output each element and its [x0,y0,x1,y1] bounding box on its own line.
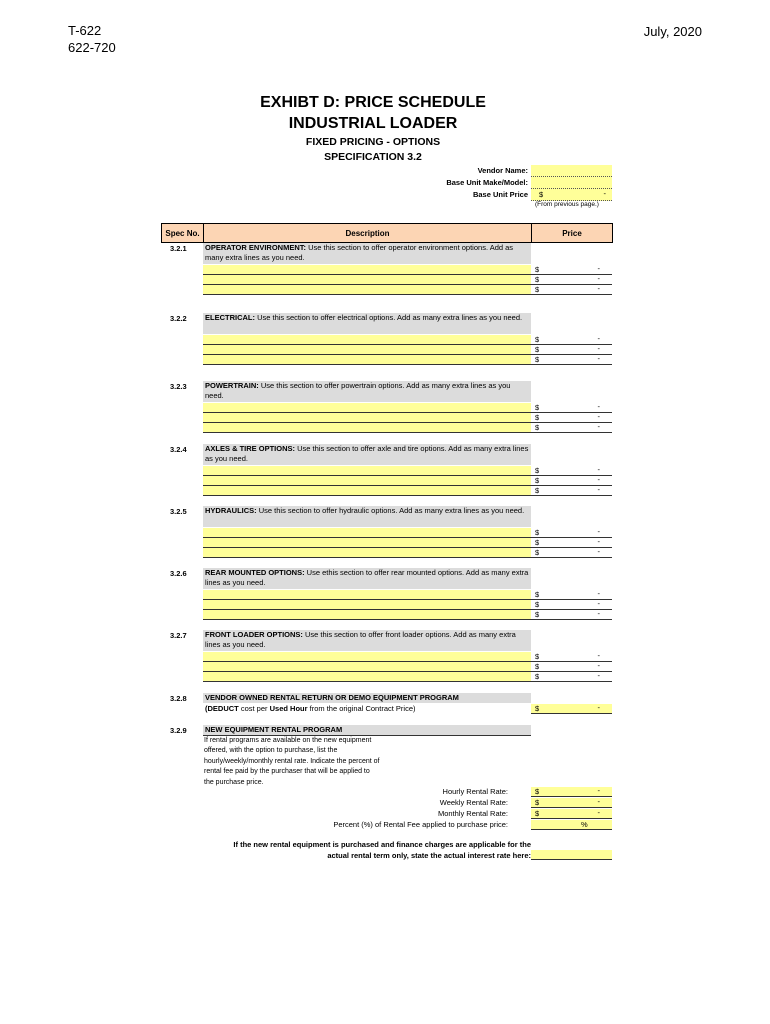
option-entry-field[interactable] [203,335,531,345]
price-cell[interactable]: $ - [531,548,612,558]
price-cell[interactable]: $ - [531,285,612,295]
percent-symbol: % [581,820,588,829]
price-value: - [603,189,606,198]
specification-number: SPECIFICATION 3.2 [324,151,422,163]
price-cell[interactable]: $ - [531,704,612,714]
section-number: 3.2.5 [170,507,187,516]
option-entry-field[interactable] [203,423,531,433]
price-cell[interactable]: $ - [531,590,612,600]
option-entry-field[interactable] [203,476,531,486]
option-entry-field[interactable] [203,466,531,476]
section-number: 3.2.7 [170,631,187,640]
base-unit-price-row [360,189,612,200]
option-entry-field[interactable] [203,600,531,610]
section-description: ELECTRICAL: Use this section to offer electrical options. Add as many extra lines as you need. [203,313,531,334]
price-cell[interactable]: $ - [531,662,612,672]
price-cell[interactable]: $ - [531,466,612,476]
option-entry-field[interactable] [203,590,531,600]
document-codes [68,22,116,56]
rental-instructions: If rental programs are available on the new equipment offered, with the option to purchase, list the hourly/weekly/monthly rental rate. Indicate the percent of rental fee paid by the purchaser that will be applied to the purchase price. [204,737,380,786]
price-cell[interactable]: $ - [531,265,612,275]
section-number: 3.2.9 [170,726,187,735]
base-unit-price-label: Base Unit Price [472,190,528,199]
page-subtitle: INDUSTRIAL LOADER [288,115,458,132]
from-previous-note: (From previous page.) [535,201,599,208]
base-unit-model-row [360,177,612,188]
option-entry-field[interactable] [203,652,531,662]
price-header: Price [531,223,613,243]
section-description: REAR MOUNTED OPTIONS: Use ethis section to offer rear mounted options. Add as many extra lines as you need. [203,568,531,589]
price-cell[interactable]: $ - [531,528,612,538]
finance-note-line2: actual rental term only, state the actual interest rate here: [327,851,531,860]
price-cell[interactable]: $ - [531,403,612,413]
price-cell[interactable]: $ - [531,413,612,423]
option-entry-field[interactable] [203,275,531,285]
price-cell[interactable]: $ - [531,610,612,620]
section-number: 3.2.3 [170,382,187,391]
price-cell[interactable]: $ - [531,355,612,365]
interest-rate-field[interactable] [531,850,612,860]
section-description: POWERTRAIN: Use this section to offer powertrain options. Add as many extra lines as you need. [203,381,531,402]
section-number: 3.2.6 [170,569,187,578]
option-entry-field[interactable] [203,285,531,295]
vendor-name-row [360,165,612,176]
option-entry-field[interactable] [203,662,531,672]
currency-symbol: $ [539,190,544,199]
form-code: T-622 [68,23,102,38]
base-unit-model-field[interactable] [531,177,612,189]
description-header: Description [203,223,532,243]
vendor-name-field[interactable] [531,165,612,177]
page-title: EXHIBT D: PRICE SCHEDULE [260,94,486,111]
option-entry-field[interactable] [203,265,531,275]
price-cell[interactable]: $ - [531,476,612,486]
section-number: 3.2.2 [170,314,187,323]
price-cell[interactable]: $ - [531,275,612,285]
hourly-rate-label: Hourly Rental Rate: [442,787,508,796]
vendor-name-label: Vendor Name: [477,166,528,175]
section-description: FRONT LOADER OPTIONS: Use this section to offer front loader options. Add as many extra lines as you need. [203,630,531,651]
section-description: OPERATOR ENVIRONMENT: Use this section to offer operator environment options. Add as many extra lines as you need. [203,243,531,264]
finance-note-line1: If the new rental equipment is purchased and finance charges are applicable for the [233,840,531,849]
section-title: NEW EQUIPMENT RENTAL PROGRAM [205,725,343,734]
option-entry-field[interactable] [203,548,531,558]
option-entry-field[interactable] [203,345,531,355]
monthly-rate-field[interactable]: $ - [531,809,612,819]
option-entry-field[interactable] [203,355,531,365]
document-date: July, 2020 [643,24,702,39]
option-entry-field[interactable] [203,403,531,413]
spec-no-header: Spec No. [161,223,204,243]
weekly-rate-label: Weekly Rental Rate: [439,798,508,807]
option-entry-field[interactable] [203,610,531,620]
price-cell[interactable]: $ - [531,600,612,610]
price-cell[interactable]: $ - [531,335,612,345]
section-description: HYDRAULICS: Use this section to offer hydraulic options. Add as many extra lines as you need. [203,506,531,527]
section-title: VENDOR OWNED RENTAL RETURN OR DEMO EQUIPMENT PROGRAM [203,693,531,703]
price-cell[interactable]: $ - [531,486,612,496]
price-cell[interactable]: $ - [531,345,612,355]
bid-number: 622-720 [68,40,116,55]
price-cell[interactable]: $ - [531,652,612,662]
percent-label: Percent (%) of Rental Fee applied to purchase price: [333,820,508,829]
base-unit-model-label: Base Unit Make/Model: [446,178,528,187]
price-cell[interactable]: $ - [531,538,612,548]
percent-field[interactable] [531,820,612,830]
section-description: AXLES & TIRE OPTIONS: Use this section to offer axle and tire options. Add as many extra lines as you need. [203,444,531,465]
price-cell[interactable]: $ - [531,423,612,433]
price-cell[interactable]: $ - [531,672,612,682]
option-entry-field[interactable] [203,486,531,496]
option-entry-field[interactable] [203,528,531,538]
base-unit-price-field[interactable] [531,189,612,201]
monthly-rate-label: Monthly Rental Rate: [437,809,508,818]
option-entry-field[interactable] [203,538,531,548]
weekly-rate-field[interactable]: $ - [531,798,612,808]
section-number: 3.2.4 [170,445,187,454]
option-entry-field[interactable] [203,672,531,682]
deduct-note: (DEDUCT cost per Used Hour from the original Contract Price) [205,704,416,713]
pricing-type: FIXED PRICING - OPTIONS [305,136,441,148]
section-number: 3.2.1 [170,244,187,253]
section-number: 3.2.8 [170,694,187,703]
hourly-rate-field[interactable]: $ - [531,787,612,797]
option-entry-field[interactable] [203,413,531,423]
rental-title-bar [203,725,531,736]
